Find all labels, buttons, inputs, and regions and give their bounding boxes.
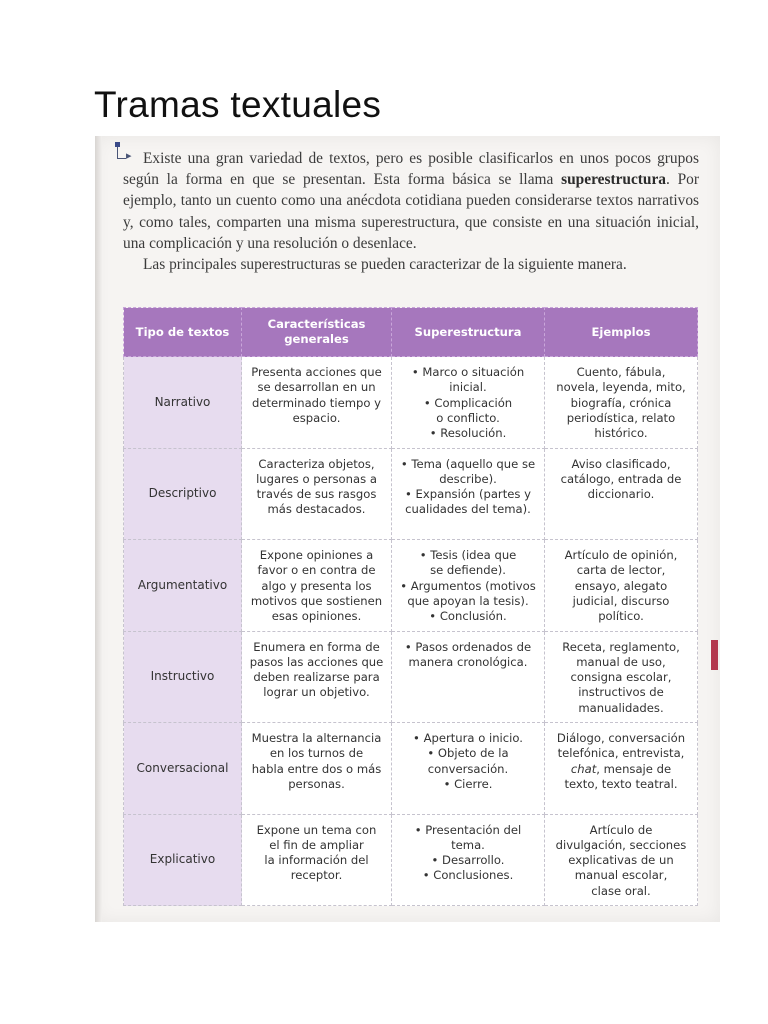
characteristics-cell [242, 357, 392, 449]
cell-line: • Argumentos (motivos [400, 578, 536, 593]
cell-line: Caracteriza objetos, [258, 456, 375, 471]
cell-line: • Complicación [423, 395, 513, 410]
cell-line: • Conclusión. [429, 609, 507, 624]
cell-line: más destacados. [267, 502, 366, 517]
table-row [124, 814, 698, 906]
examples-cell [545, 814, 698, 906]
cell-line: manual de uso, [576, 654, 666, 669]
cell-line: que apoyan la tesis). [407, 593, 529, 608]
page-edge-marker [711, 640, 718, 670]
cell-line: • Resolución. [429, 426, 507, 441]
cell-line: Aviso clasificado, [571, 456, 671, 471]
cell-line: Cuento, fábula, [576, 365, 666, 379]
cell-line: carta de lector, [576, 563, 666, 578]
cell-line: manual escolar, [574, 868, 668, 883]
cell-line: histórico. [594, 426, 648, 441]
cell-line: describe). [439, 471, 497, 486]
cell-line: esas opiniones. [271, 609, 362, 624]
intro-paragraph [123, 148, 699, 275]
cell-line: • Tema (aquello que se [400, 456, 536, 471]
cell-line: ensayo, alegato [574, 578, 668, 593]
cell-line: inicial. [449, 380, 487, 395]
cell-line: personas. [288, 776, 345, 791]
table-header-row [124, 308, 698, 357]
cell-line: • Presentación del [414, 822, 522, 837]
examples-cell [545, 357, 698, 449]
cell-line: favor o en contra de [257, 563, 376, 578]
cell-line: • Desarrollo. [431, 853, 505, 868]
table-row [124, 540, 698, 632]
cell-line: Artículo de [589, 822, 653, 837]
text-type-cell: Argumentativo [124, 540, 242, 632]
cell-line: consigna escolar, [570, 670, 672, 685]
superstructure-cell [392, 631, 545, 723]
cell-line: Receta, reglamento, [562, 639, 680, 654]
cell-line: receptor. [290, 868, 343, 883]
cell-line: • Objeto de la [427, 746, 509, 761]
text-type-cell: Instructivo [124, 631, 242, 723]
cell-line: • Pasos ordenados de [404, 639, 532, 654]
cell-line: • Tesis (idea que [419, 548, 517, 562]
superstructure-cell [392, 723, 545, 815]
arrow-right-icon: ▸ [126, 150, 132, 162]
page-binding-shadow [95, 136, 102, 922]
cell-line: divulgación, secciones [555, 837, 687, 852]
cell-line: determinado tiempo y [251, 395, 382, 410]
cell-line: deben realizarse para [253, 670, 380, 685]
examples-cell [545, 631, 698, 723]
intro-text-part2: . Por ejemplo, tanto un cuento como una anécdota cotidiana pueden considerarse textos narrativos y, como tales, comparten una misma superestructura, que consiste en una situación inicial, una complicación y una resolución o desenlace. [123, 171, 699, 252]
cell-line: • Expansión (partes y [405, 487, 531, 502]
cell-line: telefónica, entrevista, [557, 746, 685, 761]
table-body [124, 357, 698, 906]
cell-line: explicativas de un [568, 853, 674, 868]
bracket-dot-icon [115, 142, 120, 147]
cell-line: motivos que sostienen [250, 593, 383, 608]
cell-line: texto, texto teatral. [564, 776, 678, 791]
superstructure-cell [392, 540, 545, 632]
cell-line: clase oral. [591, 883, 651, 898]
text-type-cell: Conversacional [124, 723, 242, 815]
intro-text-part1: Existe una gran variedad de textos, pero es posible clasificarlos en unos pocos grupos según la forma en que se presentan. Esta forma básica se llama [123, 150, 699, 189]
cell-line: conversación. [427, 761, 509, 776]
page-title: Tramas textuales [94, 84, 382, 125]
text-type-cell: Narrativo [124, 357, 242, 449]
header-caracteristicas: Características generales [242, 308, 392, 357]
intro-paragraph-2: Las principales superestructuras se pueden caracterizar de la siguiente manera. [143, 256, 627, 274]
cell-line: se desarrollan en un [257, 380, 376, 395]
header-ejemplos: Ejemplos [545, 308, 698, 357]
text-type-cell: Descriptivo [124, 448, 242, 540]
table-row [124, 631, 698, 723]
table-row [124, 723, 698, 815]
table-row [124, 448, 698, 540]
header-tipo-de-textos: Tipo de textos [124, 308, 242, 357]
cell-line: biografía, crónica [570, 395, 672, 410]
cell-line: Muestra la alternancia [251, 731, 382, 745]
italic-word: chat [570, 761, 597, 776]
cell-line: chat, mensaje de [570, 761, 672, 776]
cell-line: el fin de ampliar [269, 837, 364, 852]
cell-line: catálogo, entrada de [560, 471, 682, 486]
header-superestructura: Superestructura [392, 308, 545, 357]
cell-line: • Conclusiones. [422, 868, 514, 883]
cell-line: novela, leyenda, mito, [556, 380, 686, 395]
cell-line: lograr un objetivo. [263, 685, 370, 700]
table-row [124, 357, 698, 449]
cell-line: espacio. [292, 410, 341, 425]
cell-line: cualidades del tema). [405, 502, 531, 517]
cell-line: la información del [264, 853, 369, 868]
text-types-table [123, 307, 698, 906]
examples-cell [545, 723, 698, 815]
cell-line: Expone opiniones a [259, 548, 374, 562]
cell-line: Expone un tema con [256, 822, 377, 837]
cell-line: o conflicto. [436, 410, 500, 425]
superstructure-cell [392, 357, 545, 449]
cell-line: Artículo de opinión, [564, 548, 678, 562]
cell-line: • Marco o situación [411, 365, 525, 379]
cell-line: algo y presenta los [261, 578, 372, 593]
intro-bold-term: superestructura [561, 171, 666, 189]
cell-line: habla entre dos o más [251, 761, 382, 776]
cell-line: Presenta acciones que [251, 365, 382, 379]
examples-cell [545, 448, 698, 540]
cell-line: • Apertura o inicio. [413, 731, 523, 745]
cell-line: manera cronológica. [408, 654, 528, 669]
cell-line: periodística, relato [566, 410, 676, 425]
cell-line: Diálogo, conversación [556, 731, 686, 745]
cell-line: político. [598, 609, 644, 624]
cell-line: judicial, discurso [572, 593, 670, 608]
cell-line: manualidades. [578, 700, 664, 715]
superstructure-cell [392, 814, 545, 906]
characteristics-cell [242, 540, 392, 632]
characteristics-cell [242, 631, 392, 723]
cell-line: tema. [451, 837, 485, 852]
examples-cell [545, 540, 698, 632]
cell-line: instructivos de [578, 685, 664, 700]
cell-line: en los turnos de [269, 746, 364, 761]
characteristics-cell [242, 723, 392, 815]
characteristics-cell [242, 814, 392, 906]
cell-line: lugares o personas a [256, 471, 377, 486]
cell-line: pasos las acciones que [249, 654, 384, 669]
text-type-cell: Explicativo [124, 814, 242, 906]
cell-line: diccionario. [587, 487, 655, 502]
cell-line: través de sus rasgos [256, 487, 377, 502]
superstructure-cell [392, 448, 545, 540]
cell-line: • Cierre. [443, 776, 493, 791]
cell-line: Enumera en forma de [253, 639, 380, 654]
cell-line: se defiende). [430, 563, 506, 578]
characteristics-cell [242, 448, 392, 540]
